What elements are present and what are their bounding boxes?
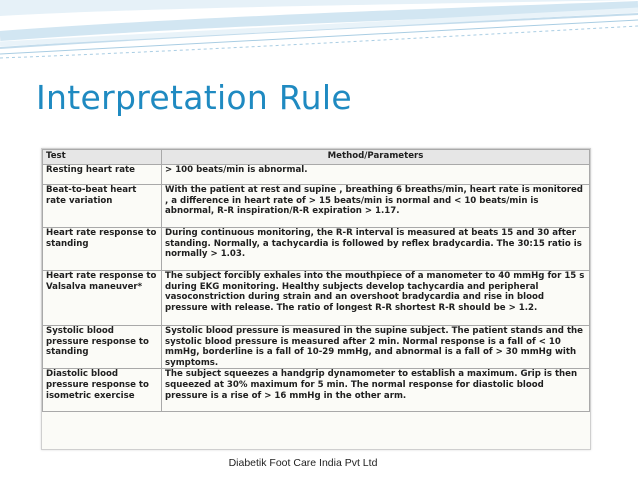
column-header-test: Test bbox=[43, 150, 162, 165]
table bbox=[42, 149, 590, 412]
method-cell: With the patient at rest and supine , breathing 6 breaths/min, heart rate is monitored , a difference in heart rate of > 15 beats/min is normal and < 10 beats/min is abnormal, R-R inspiration/R-R expiration > 1.17. bbox=[162, 185, 590, 228]
method-cell: Systolic blood pressure is measured in the supine subject. The patient stands and the systolic blood pressure is measured after 2 min. Normal response is a fall of < 10 mmHg, borderline is a fall of 10-29 mmHg, and abnormal is a fall of > 30 mmHg with symptoms. bbox=[162, 326, 590, 369]
interpretation-table bbox=[41, 148, 591, 450]
test-cell: Heart rate response to standing bbox=[43, 228, 162, 271]
table-row bbox=[43, 326, 590, 369]
method-cell: > 100 beats/min is abnormal. bbox=[162, 165, 590, 185]
footer-text: Diabetik Foot Care India Pvt Ltd bbox=[228, 457, 378, 469]
column-header-method: Method/Parameters bbox=[162, 150, 590, 165]
test-cell: Resting heart rate bbox=[43, 165, 162, 185]
decorative-swoosh bbox=[0, 0, 638, 80]
page-title: Interpretation Rule bbox=[36, 78, 352, 117]
table-row bbox=[43, 185, 590, 228]
test-cell: Systolic blood pressure response to standing bbox=[43, 326, 162, 369]
table-row bbox=[43, 369, 590, 412]
table-row bbox=[43, 271, 590, 326]
method-cell: The subject forcibly exhales into the mouthpiece of a manometer to 40 mmHg for 15 s during EKG monitoring. Healthy subjects develop tachycardia and peripheral vasoconstriction during strain and an overshoot bradycardia and rise in blood pressure with release. The ratio of longest R-R shortest R-R should be > 1.2. bbox=[162, 271, 590, 326]
test-cell: Diastolic blood pressure response to isometric exercise bbox=[43, 369, 162, 412]
test-cell: Heart rate response to Valsalva maneuver* bbox=[43, 271, 162, 326]
test-cell: Beat-to-beat heart rate variation bbox=[43, 185, 162, 228]
table-row bbox=[43, 165, 590, 185]
method-cell: During continuous monitoring, the R-R interval is measured at beats 15 and 30 after standing. Normally, a tachycardia is followed by reflex bradycardia. The 30:15 ratio is normally > 1.03. bbox=[162, 228, 590, 271]
method-cell: The subject squeezes a handgrip dynamometer to establish a maximum. Grip is then squeezed at 30% maximum for 5 min. The normal response for diastolic blood pressure is a rise of > 16 mmHg in the other arm. bbox=[162, 369, 590, 412]
table-header-row bbox=[43, 150, 590, 165]
table-row bbox=[43, 228, 590, 271]
